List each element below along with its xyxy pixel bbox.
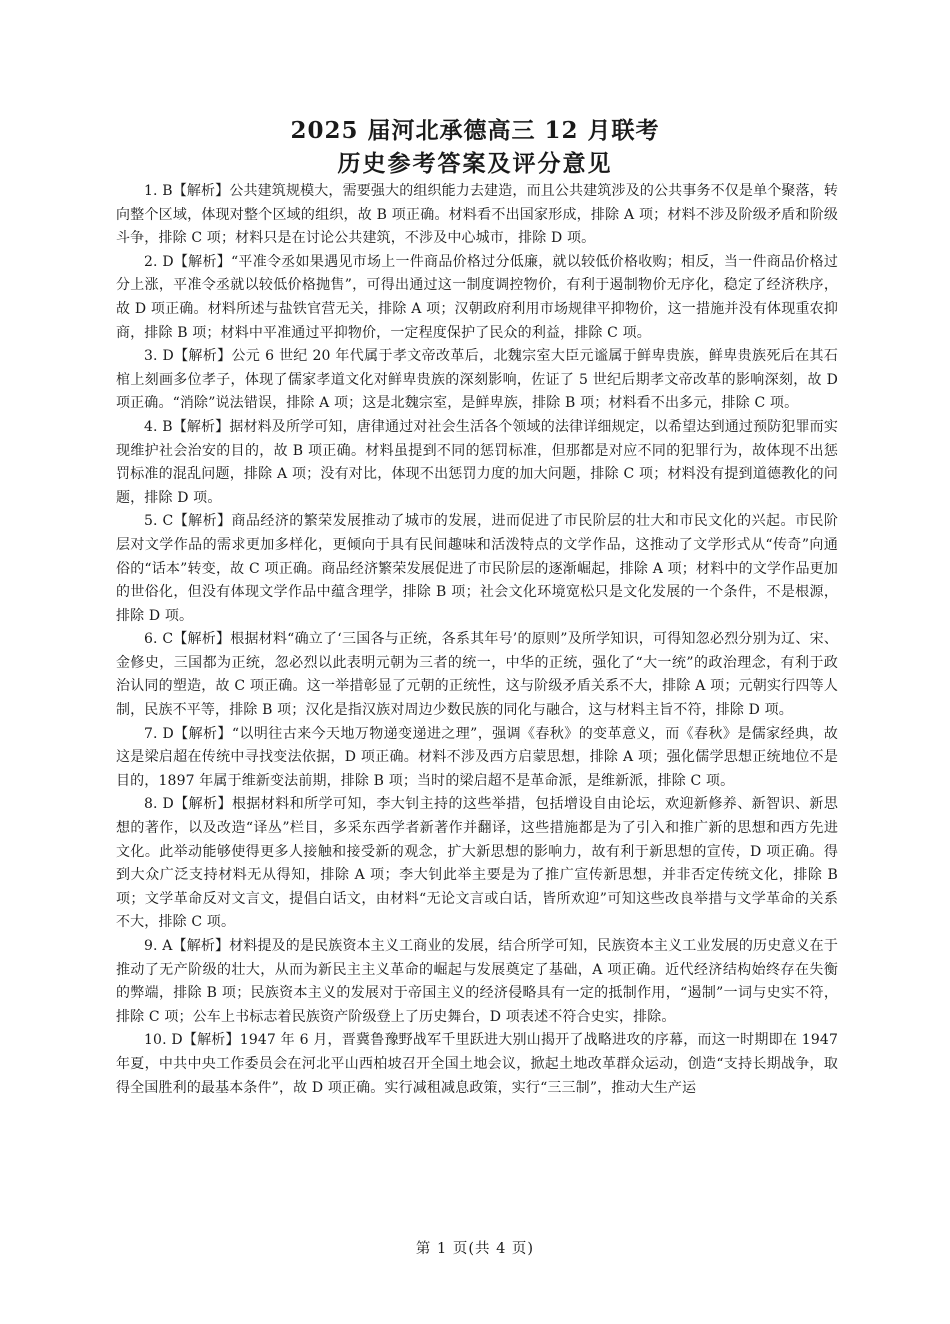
answer-item-2: 2. D【解析】“平准令丞如果遇见市场上一件商品价格过分低廉，就以较低价格收购；相反，当一件商品价格过分上涨，平准令丞就以较低价格抛售”，可得出通过这一制度调控物价，有利于遏制物价无序化，稳定了经济秩序，故 D 项正确。材料所述与盐铁官营无关，排除 A 项；汉朝政府利用市场规律平抑物价，这一措施并没有体现重农抑商，排除 B 项；材料中平准通过平抑物价，一定程度保护了民众的利益，排除 C 项。 xyxy=(116,253,838,341)
answer-item-10: 10. D【解析】1947 年 6 月，晋冀鲁豫野战军千里跃进大别山揭开了战略进攻的序幕，而这一时期即在 1947 年夏，中共中央工作委员会在河北平山西柏坡召开全国土地会议，掀起土地改革群众运动，创造“支持长期战争，取得全国胜利的最基本条件”，故 D 项正确。实行减租减息政策，实行“三三制”，推动大生产运 xyxy=(116,1032,838,1096)
page-number: 第 1 页(共 4 页) xyxy=(415,1241,535,1257)
answer-item-5: 5. C【解析】商品经济的繁荣发展推动了城市的发展，进而促进了市民阶层的壮大和市民文化的兴起。市民阶层对文学作品的需求更加多样化，更倾向于具有民间趣味和活泼特点的文学作品，这推动了文学形式从“传奇”向通俗的“话本”转变，故 C 项正确。商品经济繁荣发展促进了市民阶层的逐渐崛起，排除 A 项；材料中的文学作品更加的世俗化，但没有体现文学作品中蕴含理学，排除 B 项；社会文化环境宽松只是文化发展的一个条件，不是根源，排除 D 项。 xyxy=(116,513,838,624)
answer-item-7: 7. D【解析】“以明往古来今天地万物递变递进之理”，强调《春秋》的变革意义，而《春秋》是儒家经典，故这是梁启超在传统中寻找变法依据，D 项正确。材料不涉及西方启蒙思想，排除 A 项；强化儒学思想正统地位不是目的，1897 年属于维新变法前期，排除 B 项；当时的梁启超不是革命派，是维新派，排除 C 项。 xyxy=(116,725,838,789)
answer-list xyxy=(116,180,838,1100)
answer-item-4: 4. B【解析】据材料及所学可知，唐律通过对社会生活各个领域的法律详细规定，以希望达到通过预防犯罪而实现维护社会治安的目的，故 B 项正确。材料虽提到不同的惩罚标准，但那都是对应不同的犯罪行为，故体现不出惩罚标准的混乱问题，排除 A 项；没有对比，体现不出惩罚力度的加大问题，排除 C 项；材料没有提到道德教化的问题，排除 D 项。 xyxy=(116,418,838,506)
answer-item-9: 9. A【解析】材料提及的是民族资本主义工商业的发展，结合所学可知，民族资本主义工业发展的历史意义在于推动了无产阶级的壮大，从而为新民主主义革命的崛起与发展奠定了基础，A 项正确。近代经济结构始终存在失衡的弊端，排除 B 项；民族资本主义的发展对于帝国主义的经济侵略具有一定的抵制作用，“遏制”一词与史实不符，排除 C 项；公车上书标志着民族资产阶级登上了历史舞台，D 项表述不符合史实，排除。 xyxy=(116,938,838,1025)
answer-item-6: 6. C【解析】根据材料“确立了‘三国各与正统，各系其年号’的原则”及所学知识，可得知忽必烈分别为辽、宋、金修史，三国都为正统，忽必烈以此表明元朝为三者的统一，中华的正统，强化了“大一统”的政治理念，有利于政治认同的塑造，故 C 项正确。这一举措彰显了元朝的正统性，这与阶级矛盾关系不大，排除 A 项；元朝实行四等人制，民族不平等，排除 B 项；汉化是指汉族对周边少数民族的同化与融合，这与材料主旨不符，排除 D 项。 xyxy=(116,631,838,719)
document-subtitle: 历史参考答案及评分意见 xyxy=(337,150,613,177)
answer-item-8: 8. D【解析】根据材料和所学可知，李大钊主持的这些举措，包括增设自由论坛，欢迎新修养、新智识、新思想的著作，以及改造“译丛”栏目，多采东西学者新著作并翻译，这些措施都是为了引入和推广新的思想和西方先进文化。此举动能够使得更多人接触和接受新的观念，扩大新思想的影响力，故有利于新思想的宣传，D 项正确。得到大众广泛支持材料无从得知，排除 A 项；李大钊此举主要是为了推广宣传新思想，并非否定传统文化，排除 B 项；文学革命反对文言文，提倡白话文，由材料“无论文言或白话，皆所欢迎”可知这些改良举措与文学革命的关系不大，排除 C 项。 xyxy=(116,796,838,931)
document-title: 2025 届河北承德高三 12 月联考 xyxy=(290,117,660,144)
answer-item-1: 1. B【解析】公共建筑规模大，需要强大的组织能力去建造，而且公共建筑涉及的公共事务不仅是单个聚落，转向整个区域，体现对整个区域的组织，故 B 项正确。材料看不出国家形成，排除 A 项；材料不涉及阶级矛盾和阶级斗争，排除 C 项；材料只是在讨论公共建筑，不涉及中心城市，排除 D 项。 xyxy=(116,183,838,247)
answer-item-3: 3. D【解析】公元 6 世纪 20 年代属于孝文帝改革后，北魏宗室大臣元谧属于鲜卑贵族，鲜卑贵族死后在其石棺上刻画多位孝子，体现了儒家孝道文化对鲜卑贵族的深刻影响，佐证了 5 世纪后期孝文帝改革的影响深刻，故 D 项正确。“消除”说法错误，排除 A 项；这是北魏宗室，是鲜卑族，排除 B 项；材料看不出多元，排除 C 项。 xyxy=(116,348,838,412)
